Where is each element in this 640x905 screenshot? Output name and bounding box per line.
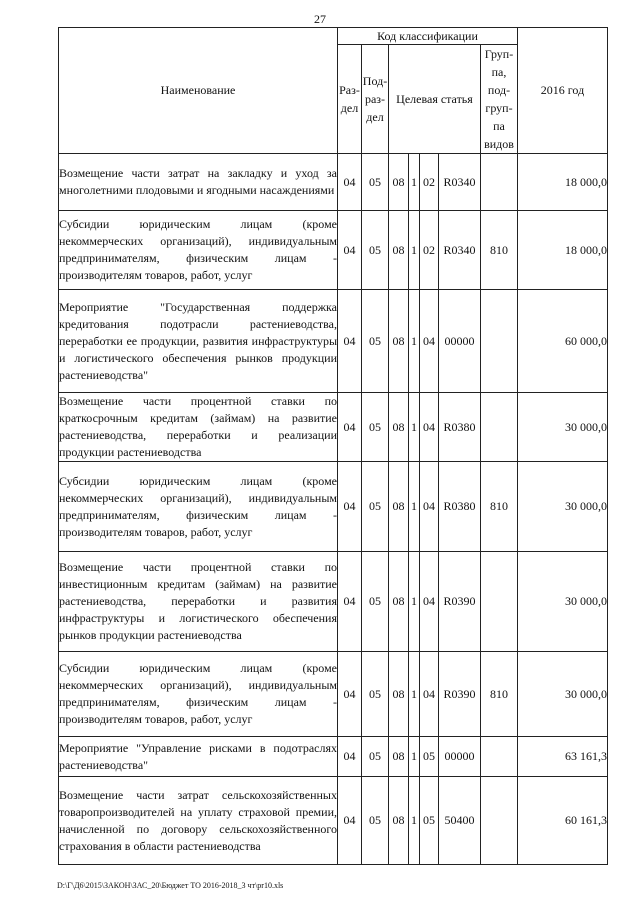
row-razdel: 04 [338, 652, 362, 737]
row-name: Возмещение части процентной ставки по краткосрочным кредитам (займам) на развитие растениеводства, переработки и реализации продукции растениеводства [59, 393, 338, 462]
budget-table [58, 27, 608, 865]
row-vid: 810 [481, 462, 518, 552]
row-amount: 30 000,0 [518, 462, 608, 552]
row-cs-sub: 1 [409, 154, 420, 211]
row-amount: 30 000,0 [518, 393, 608, 462]
row-cs-sub: 1 [409, 737, 420, 777]
row-podrazdel: 05 [362, 777, 389, 865]
table-row [59, 290, 608, 393]
row-cs-program: 08 [389, 462, 409, 552]
row-cs-program: 08 [389, 211, 409, 290]
row-vid: 810 [481, 652, 518, 737]
row-cs-sub: 1 [409, 462, 420, 552]
row-cs-sub: 1 [409, 393, 420, 462]
row-name: Субсидии юридическим лицам (кроме некоммерческих организаций), индивидуальным предпринимателям, физическим лицам - производителям товаров, работ, услуг [59, 462, 338, 552]
row-razdel: 04 [338, 154, 362, 211]
header-code: Код классификации [338, 28, 518, 45]
row-podrazdel: 05 [362, 290, 389, 393]
row-cs-sub: 1 [409, 652, 420, 737]
row-cs-event: 04 [420, 462, 439, 552]
row-cs-code: R0390 [439, 652, 481, 737]
row-razdel: 04 [338, 737, 362, 777]
row-cs-sub: 1 [409, 552, 420, 652]
row-vid [481, 393, 518, 462]
row-podrazdel: 05 [362, 462, 389, 552]
row-cs-code: R0380 [439, 462, 481, 552]
row-name: Возмещение части процентной ставки по инвестиционным кредитам (займам) на развитие растениеводства, переработки и развития инфраструктуры и логистического обеспечения рынков продукции растениеводства [59, 552, 338, 652]
header-razdel: Раз- дел [338, 45, 362, 154]
row-podrazdel: 05 [362, 652, 389, 737]
row-amount: 30 000,0 [518, 652, 608, 737]
row-razdel: 04 [338, 552, 362, 652]
row-vid [481, 552, 518, 652]
row-cs-event: 05 [420, 777, 439, 865]
row-podrazdel: 05 [362, 154, 389, 211]
table-row [59, 211, 608, 290]
row-amount: 30 000,0 [518, 552, 608, 652]
row-podrazdel: 05 [362, 211, 389, 290]
row-razdel: 04 [338, 393, 362, 462]
header-row-top [59, 28, 608, 45]
footer-file-path: D:\Г\Д6\2015\ЗАКОН\ЗАС_20\Бюджет ТО 2016-2018_3 чт\pr10.xls [57, 881, 284, 890]
row-amount: 60 000,0 [518, 290, 608, 393]
row-amount: 60 161,3 [518, 777, 608, 865]
row-podrazdel: 05 [362, 737, 389, 777]
row-cs-code: R0340 [439, 154, 481, 211]
row-cs-event: 02 [420, 154, 439, 211]
row-cs-event: 04 [420, 290, 439, 393]
row-cs-code: 50400 [439, 777, 481, 865]
row-name: Мероприятие "Государственная поддержка кредитования подотрасли растениеводства, переработки ее продукции, развития инфраструктуры и логистического обеспечения рынков продукции растениеводства" [59, 290, 338, 393]
table-row [59, 393, 608, 462]
header-name: Наименование [59, 28, 338, 154]
row-cs-event: 04 [420, 393, 439, 462]
row-cs-event: 05 [420, 737, 439, 777]
table-row [59, 737, 608, 777]
row-name: Субсидии юридическим лицам (кроме некоммерческих организаций), индивидуальным предпринимателям, физическим лицам - производителям товаров, работ, услуг [59, 211, 338, 290]
row-name: Возмещение части затрат на закладку и уход за многолетними плодовыми и ягодными насаждениями [59, 154, 338, 211]
table-row [59, 462, 608, 552]
table-row [59, 652, 608, 737]
row-amount: 63 161,3 [518, 737, 608, 777]
row-cs-code: R0390 [439, 552, 481, 652]
row-razdel: 04 [338, 211, 362, 290]
row-vid [481, 777, 518, 865]
row-podrazdel: 05 [362, 552, 389, 652]
row-vid [481, 154, 518, 211]
row-vid: 810 [481, 211, 518, 290]
row-cs-code: R0340 [439, 211, 481, 290]
row-cs-sub: 1 [409, 777, 420, 865]
table-row [59, 552, 608, 652]
row-podrazdel: 05 [362, 393, 389, 462]
row-cs-sub: 1 [409, 211, 420, 290]
row-amount: 18 000,0 [518, 211, 608, 290]
row-cs-sub: 1 [409, 290, 420, 393]
row-cs-code: 00000 [439, 290, 481, 393]
row-name: Возмещение части затрат сельскохозяйственных товаропроизводителей на уплату страховой премии, начисленной по договору сельскохозяйственного страхования в области растениеводства [59, 777, 338, 865]
row-name: Мероприятие "Управление рисками в подотраслях растениеводства" [59, 737, 338, 777]
table-row [59, 154, 608, 211]
row-vid [481, 290, 518, 393]
row-cs-code: R0380 [439, 393, 481, 462]
header-gruppa: Груп- па, под- груп- па видов [481, 45, 518, 154]
row-cs-code: 00000 [439, 737, 481, 777]
header-year: 2016 год [518, 28, 608, 154]
row-cs-program: 08 [389, 552, 409, 652]
row-cs-program: 08 [389, 777, 409, 865]
row-name: Субсидии юридическим лицам (кроме некоммерческих организаций), индивидуальным предпринимателям, физическим лицам - производителям товаров, работ, услуг [59, 652, 338, 737]
page-number: 27 [314, 12, 326, 26]
row-amount: 18 000,0 [518, 154, 608, 211]
row-cs-program: 08 [389, 393, 409, 462]
row-cs-event: 04 [420, 552, 439, 652]
row-razdel: 04 [338, 777, 362, 865]
header-podrazdel: Под- раз- дел [362, 45, 389, 154]
row-cs-event: 04 [420, 652, 439, 737]
header-celevaya: Целевая статья [389, 45, 481, 154]
row-razdel: 04 [338, 462, 362, 552]
row-cs-program: 08 [389, 290, 409, 393]
row-razdel: 04 [338, 290, 362, 393]
row-cs-program: 08 [389, 737, 409, 777]
row-cs-event: 02 [420, 211, 439, 290]
row-cs-program: 08 [389, 154, 409, 211]
table-row [59, 777, 608, 865]
row-vid [481, 737, 518, 777]
row-cs-program: 08 [389, 652, 409, 737]
